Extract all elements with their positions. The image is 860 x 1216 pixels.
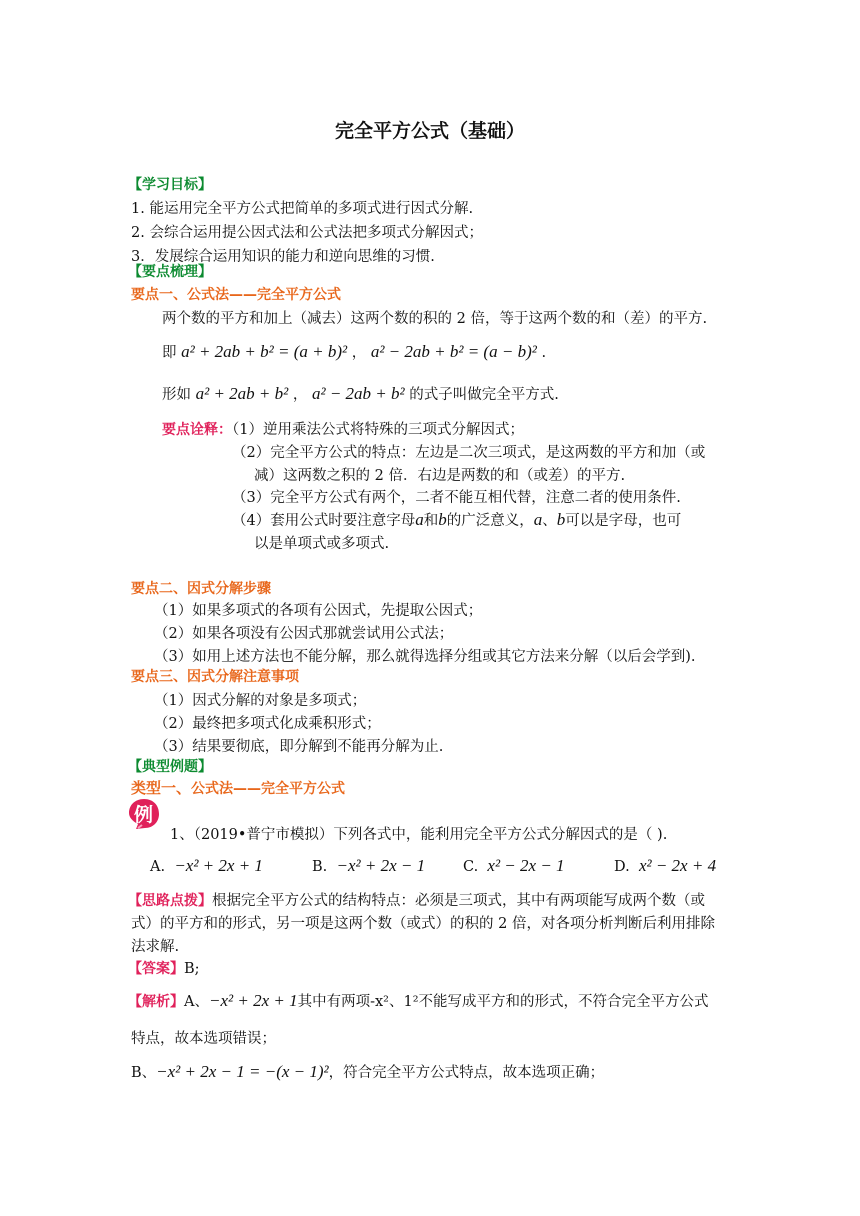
formula-sep: ， bbox=[351, 345, 367, 361]
point3-heading: 要点三、因式分解注意事项 bbox=[131, 669, 299, 685]
point1-line: 两个数的平方和加上（减去）这两个数的积的 2 倍，等于这两个数的和（差）的平方. bbox=[162, 311, 708, 327]
form-prefix: 形如 bbox=[162, 387, 191, 403]
point2-item: （1）如果多项式的各项有公因式，先提取公因式； bbox=[154, 603, 483, 619]
formula-prefix: 即 bbox=[162, 345, 177, 361]
formula-diff: a² − 2ab + b² = (a − b)² bbox=[370, 342, 537, 361]
analysis-line-b bbox=[131, 1061, 604, 1082]
hint-text: 根据完全平方公式的结构特点：必须是三项式，其中有两项能写成两个数（或 bbox=[212, 893, 705, 909]
examples-heading: 【典型例题】 bbox=[128, 759, 212, 775]
question-1: 1、（2019•普宁市模拟）下列各式中，能利用完全平方公式分解因式的是（ ). bbox=[170, 827, 668, 843]
point2-item: （3）如用上述方法也不能分解，那么就得选择分组或其它方法来分解（以后会学到). bbox=[154, 649, 696, 665]
analysis-expr: −x² + 2x − 1 = −(x − 1)² bbox=[156, 1062, 329, 1081]
note-line-2b: 减）这两数之积的 2 倍．右边是两数的和（或差）的平方. bbox=[254, 468, 626, 484]
formula-sum: a² + 2ab + b² = (a + b)² bbox=[181, 342, 348, 361]
letter-a: a bbox=[533, 510, 543, 529]
points-heading: 【要点梳理】 bbox=[128, 264, 212, 280]
analysis-expr: −x² + 2x + 1 bbox=[208, 991, 298, 1010]
option-label: D. bbox=[614, 859, 630, 875]
note-line-4b: 以是单项式或多项式. bbox=[254, 536, 390, 552]
letter-b: b bbox=[556, 510, 566, 529]
note-text: （1）逆用乘法公式将特殊的三项式分解因式； bbox=[232, 422, 524, 438]
option-a bbox=[150, 856, 263, 876]
letter-b: b bbox=[438, 510, 447, 529]
option-label: B. bbox=[312, 859, 328, 875]
example-badge bbox=[128, 798, 160, 830]
option-expr: x² − 2x + 4 bbox=[638, 856, 717, 875]
analysis-line-a bbox=[128, 990, 709, 1011]
analysis-prefix: A、 bbox=[184, 994, 209, 1010]
answer-text: B; bbox=[184, 961, 200, 977]
point3-item: （2）最终把多项式化成乘积形式； bbox=[154, 716, 381, 732]
goal-item: 3．发展综合运用知识的能力和逆向思维的习惯. bbox=[131, 249, 435, 265]
note-line-2a: （2）完全平方公式的特点：左边是二次三项式，是这两数的平方和加（或 bbox=[232, 445, 706, 461]
form-line bbox=[162, 383, 559, 404]
form-sep: ， bbox=[292, 387, 308, 403]
formula-line bbox=[162, 341, 546, 362]
point3-item: （1）因式分解的对象是多项式； bbox=[154, 693, 367, 709]
hint-line-1 bbox=[128, 889, 705, 910]
option-b bbox=[312, 856, 425, 876]
hint-line-2: 式）的平方和的形式，另一项是这两个数（或式）的积的 2 倍，对各项分析判断后利用排除 bbox=[131, 916, 715, 932]
note-line-1 bbox=[162, 418, 524, 439]
point2-item: （2）如果各项没有公因式那就尝试用公式法； bbox=[154, 626, 454, 642]
formula-end: . bbox=[541, 345, 547, 361]
note-line-3: （3）完全平方公式有两个，二者不能互相代替，注意二者的使用条件. bbox=[232, 490, 681, 506]
type1-heading bbox=[131, 777, 345, 798]
note-text: （4）套用公式时要注意字母 bbox=[232, 513, 416, 529]
form-suffix: 的式子叫做完全平方式. bbox=[409, 387, 559, 403]
type1-label: 类型一、 bbox=[131, 779, 192, 797]
goals-heading: 【学习目标】 bbox=[128, 177, 212, 193]
option-expr: −x² + 2x + 1 bbox=[174, 856, 263, 875]
note-text: 可以是字母，也可 bbox=[565, 513, 682, 529]
option-expr: −x² + 2x − 1 bbox=[336, 856, 426, 875]
letter-a: a bbox=[415, 510, 424, 529]
option-d bbox=[614, 856, 716, 876]
option-expr: x² − 2x − 1 bbox=[487, 856, 565, 875]
analysis-text: ，符合完全平方公式特点，故本选项正确； bbox=[328, 1065, 605, 1081]
answer-line bbox=[128, 958, 200, 978]
option-label: C. bbox=[463, 859, 479, 875]
answer-label: 【答案】 bbox=[128, 961, 184, 977]
hint-label: 【思路点拨】 bbox=[128, 893, 212, 909]
note-line-4a bbox=[232, 509, 681, 530]
option-label: A. bbox=[150, 859, 166, 875]
hint-line-3: 法求解. bbox=[131, 939, 180, 955]
page-title: 完全平方公式（基础） bbox=[334, 120, 525, 142]
note-text: 、 bbox=[542, 513, 557, 529]
point1-heading: 要点一、公式法——完全平方公式 bbox=[131, 287, 341, 303]
analysis-label: 【解析】 bbox=[128, 994, 184, 1010]
analysis-line-a2: 特点，故本选项错误； bbox=[131, 1031, 276, 1047]
point3-item: （3）结果要彻底，即分解到不能再分解为止. bbox=[154, 739, 444, 755]
goal-item: 2. 会综合运用提公因式法和公式法把多项式分解因式； bbox=[131, 225, 483, 241]
analysis-text: 其中有两项-x²、1²不能写成平方和的形式，不符合完全平方公式 bbox=[297, 994, 709, 1010]
analysis-prefix: B、 bbox=[131, 1065, 157, 1081]
option-c bbox=[463, 856, 565, 876]
note-text: 的广泛意义， bbox=[446, 513, 534, 529]
note-text: 和 bbox=[423, 513, 439, 529]
note-label: 要点诠释： bbox=[162, 422, 232, 438]
badge-text: 例 bbox=[134, 804, 154, 826]
point2-heading: 要点二、因式分解步骤 bbox=[131, 581, 271, 597]
type1-title: 公式法——完全平方公式 bbox=[191, 781, 346, 797]
goal-item: 1. 能运用完全平方公式把简单的多项式进行因式分解. bbox=[131, 201, 474, 217]
form-diff: a² − 2ab + b² bbox=[311, 384, 405, 403]
form-sum: a² + 2ab + b² bbox=[195, 384, 289, 403]
